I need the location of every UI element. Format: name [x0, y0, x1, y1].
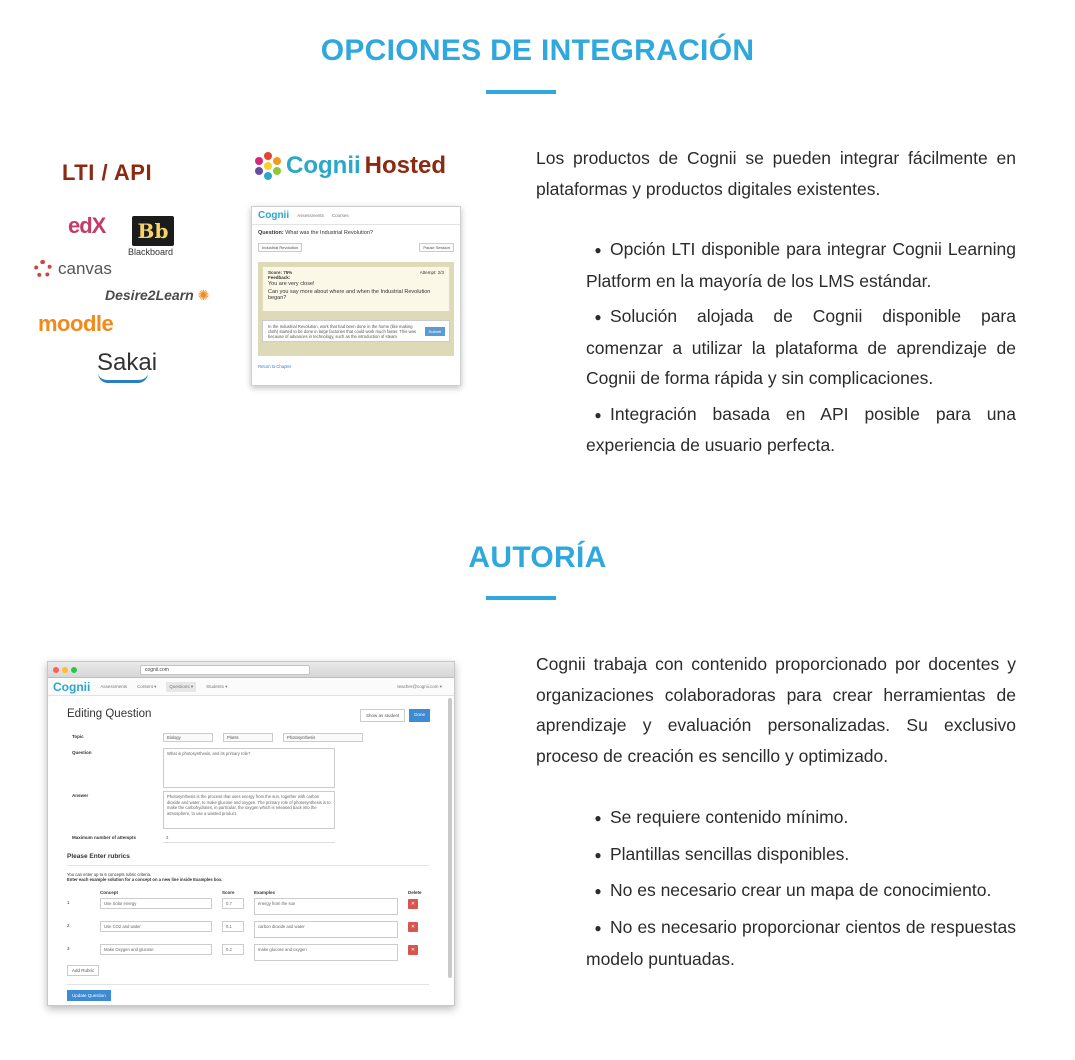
mock-topnav — [252, 207, 460, 225]
score-input: 0.2 — [222, 944, 244, 955]
update-question-button: Update Question — [67, 990, 111, 1001]
desire2learn-logo-text: Desire2Learn — [105, 287, 194, 303]
mock-answer-box — [262, 320, 450, 342]
attempts-label: Maximum number of attempts — [72, 835, 137, 840]
mock-button-row — [252, 239, 460, 256]
bullet-icon: ● — [594, 407, 602, 422]
mock-feedback-line-1: You are very close! — [268, 281, 315, 287]
mock-question-text: What was the Industrial Revolution? — [285, 230, 373, 236]
integration-title: OPCIONES DE INTEGRACIÓN — [320, 34, 755, 67]
question-label: Question — [72, 750, 92, 755]
maximize-dot-icon — [71, 667, 77, 673]
desire2learn-logo — [105, 287, 209, 304]
cognii-hosted-screenshot — [251, 206, 461, 386]
rubrics-divider — [67, 865, 429, 866]
lti-api-logo: LTI / API — [62, 160, 153, 185]
editor-user-menu: teacher@cognii.com ▾ — [397, 683, 442, 689]
show-as-student-button: Show as student — [360, 709, 405, 722]
close-dot-icon — [53, 667, 59, 673]
sunburst-icon: ✺ — [197, 287, 210, 303]
concept-input: Make Oxygen and glucose — [100, 944, 212, 955]
editor-scrollbar — [448, 698, 452, 978]
editor-nav-questions: Questions ▾ — [166, 682, 196, 692]
editor-app-nav — [48, 678, 454, 696]
editor-nav-students: Students ▾ — [206, 683, 228, 689]
topic-select-topic: Photosynthesis — [283, 733, 363, 742]
add-rubric-button: Add Rubric — [67, 965, 99, 976]
address-bar: cognii.com — [140, 665, 310, 675]
canvas-logo-text: canvas — [58, 259, 112, 278]
delete-row-icon: ✕ — [408, 899, 418, 909]
integration-bullet-list — [586, 234, 1016, 466]
blackboard-logo-mark: Bb — [132, 216, 174, 246]
edx-logo: edX — [68, 213, 106, 238]
mock-question — [252, 225, 460, 239]
list-item: ● No es necesario crear un mapa de conocimiento. — [586, 875, 1016, 907]
examples-textarea: energy from the sun — [254, 898, 398, 915]
list-item: ● Opción LTI disponible para integrar Cognii Learning Platform en la mayoría de los LMS estándar. — [586, 234, 1016, 296]
concept-input: Use Solar energy — [100, 898, 212, 909]
answer-label: Answer — [72, 793, 89, 798]
answer-textarea: Photosynthesis is the process that uses energy from the sun, together with carbon dioxide and water, to make glucose and oxygen. The primary role of photosynthesis is to make the carbohydrates, in particular, the oxygen which is released back into the atmosphere, to use a wasted product. — [163, 791, 335, 829]
mock-topic-button: Industrial Revolution — [258, 243, 302, 252]
topic-label: Topic — [72, 734, 84, 739]
done-button: Done — [409, 709, 430, 722]
delete-row-icon: ✕ — [408, 922, 418, 932]
authoring-title: AUTORÍA — [468, 541, 607, 574]
mock-score: Score: 75% — [268, 270, 293, 275]
list-item: ● Solución alojada de Cognii disponible para comenzar a utilizar la plataforma de aprendizaje de Cognii de forma rápida y sin complicaciones. — [586, 301, 1016, 394]
bullet-icon: ● — [594, 884, 602, 899]
cognii-hosted-suffix: Hosted — [364, 152, 446, 179]
editor-page-title: Editing Question — [67, 708, 152, 720]
integration-title-underline — [486, 90, 556, 94]
col-concept: Concept — [100, 890, 118, 895]
mock-pause-button: Pause Session — [419, 243, 454, 252]
cognii-flower-icon — [254, 152, 282, 180]
cognii-hosted-logo — [254, 152, 446, 180]
bullet-icon: ● — [594, 243, 602, 258]
rubrics-note — [67, 872, 222, 882]
canvas-icon — [34, 260, 52, 278]
list-item: ● Integración basada en API posible para una experiencia de usuario perfecta. — [586, 399, 1016, 461]
list-item: ● Se requiere contenido mínimo. — [586, 802, 1016, 834]
bullet-icon: ● — [594, 310, 602, 325]
mock-feedback-box — [262, 266, 450, 312]
col-score: Score — [222, 890, 235, 895]
browser-toolbar — [48, 662, 454, 678]
mock-question-label: Question: — [258, 230, 284, 236]
col-delete: Delete — [408, 890, 422, 895]
mock-attempt: Attempt: 2/3 — [419, 270, 444, 275]
question-textarea: What is photosynthesis, and its primary role? — [163, 748, 335, 788]
cognii-hosted-brand: Cognii — [286, 152, 361, 179]
concept-input: Use CO2 and water — [100, 921, 212, 932]
bullet-icon: ● — [594, 921, 602, 935]
list-item: ● No es necesario proporcionar cientos de respuestas modelo puntuadas. — [586, 912, 1016, 974]
delete-row-icon: ✕ — [408, 945, 418, 955]
attempts-input: 3 — [163, 833, 335, 843]
bullet-icon: ● — [594, 847, 602, 862]
examples-textarea: make glucose and oxygen — [254, 944, 398, 961]
list-item: ● Plantillas sencillas disponibles. — [586, 839, 1016, 871]
question-editor-screenshot: cognii.com Cognii Assessments Content ▾ Questions ▾ Students ▾ teacher@cognii.com ▾ Editing Question Show as student Done Topic Biology Plants Photosynthesis Question What is photosynthesis, and its primary role? Answer Photosynthesis is the process that uses energy from the sun, together with carbon dioxide and water, to make glucose and oxygen. The primary role of photosynthesis is to make the carbohydrates, in particular, the oxygen which is released back into the atmosphere, to use a wasted product. Maximum number of attempts 3 Please Enter rubrics You can enter up to 6 concepts rubric criteria. Enter each example solution for a concept on a new line inside Examples box. Concept Score Examples Delete 1 Use Solar energy 0.7 energy from the sun ✕ 2 Use CO2 and water 0.1 carbon dioxide and water ✕ 3 Make Oxygen and glucose 0.2 make glucose and oxygen ✕ Add Rubric Update Question — [47, 661, 455, 1006]
integration-intro: Los productos de Cognii se pueden integrar fácilmente en plataformas y productos digitales existentes. — [536, 148, 1016, 199]
col-examples: Examples — [254, 890, 276, 895]
mock-nav-assessments: Assessments — [297, 213, 324, 218]
mock-session-panel — [258, 262, 454, 356]
mock-feedback-label: Feedback: — [268, 275, 291, 280]
mock-nav-courses: Courses — [331, 213, 349, 218]
topic-select-subject: Biology — [163, 733, 213, 742]
authoring-title-underline — [486, 596, 556, 600]
mock-brand: Cognii — [258, 210, 290, 221]
footer-divider — [67, 984, 429, 985]
sakai-swoosh-icon — [98, 373, 148, 383]
rubrics-note-line-1: You can enter up to 6 concepts rubric criteria. — [67, 872, 152, 877]
rubrics-title: Please Enter rubrics — [67, 853, 130, 860]
mock-return-link: Return to Chapter — [258, 364, 292, 369]
mock-submit-button: Submit — [425, 327, 445, 336]
canvas-logo — [34, 259, 112, 279]
score-input: 0.1 — [222, 921, 244, 932]
authoring-intro: Cognii trabaja con contenido proporcionado por docentes y organizaciones colaboradoras para crear herramientas de aprendizaje y evaluación personalizadas. Su exclusivo proceso de creación es sencillo y optimizado. — [536, 654, 1016, 766]
mock-feedback-line-2: Can you say more about where and when the Industrial Revolution began? — [268, 288, 431, 301]
bullet-icon: ● — [594, 811, 602, 826]
minimize-dot-icon — [62, 667, 68, 673]
authoring-bullet-list — [586, 802, 1016, 979]
editor-brand: Cognii — [53, 679, 91, 694]
topic-select-unit: Plants — [223, 733, 273, 742]
rubrics-note-line-2: Enter each example solution for a concept on a new line inside Examples box. — [67, 877, 223, 882]
editor-nav-assessments: Assessments — [100, 684, 128, 689]
examples-textarea: carbon dioxide and water — [254, 921, 398, 938]
editor-header-buttons — [360, 709, 430, 722]
moodle-logo: moodle — [38, 311, 114, 336]
sakai-logo: Sakai — [97, 349, 158, 376]
editor-nav-content: Content ▾ — [137, 683, 157, 689]
blackboard-logo-label: Blackboard — [128, 247, 174, 257]
score-input: 0.7 — [222, 898, 244, 909]
mock-answer-text: In the Industrial Revolution, work that had been done in the home (like making cloth) started to be done in large factories that could work much faster. This was because of advances in technology, such as the introduction of steam — [268, 324, 416, 339]
